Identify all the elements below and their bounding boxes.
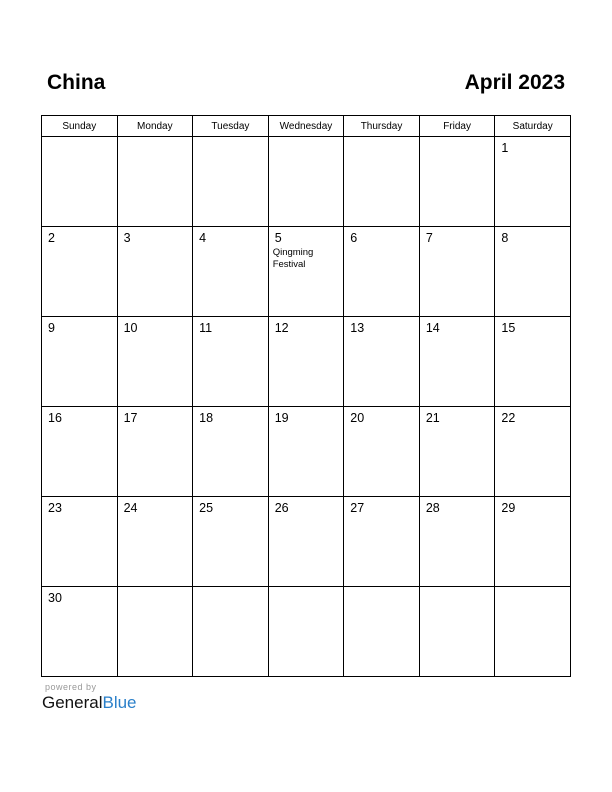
day-cell xyxy=(193,497,269,587)
weekday-header: Wednesday xyxy=(268,116,344,137)
week-row xyxy=(42,317,571,407)
day-number: 13 xyxy=(350,321,365,335)
day-number: 18 xyxy=(199,411,214,425)
day-cell xyxy=(193,407,269,497)
day-number xyxy=(420,137,495,141)
weekday-header: Thursday xyxy=(344,116,420,137)
day-cell xyxy=(495,137,571,227)
day-cell xyxy=(344,317,420,407)
day-number xyxy=(193,587,268,591)
day-cell xyxy=(42,497,118,587)
day-cell xyxy=(117,497,193,587)
day-cell xyxy=(419,317,495,407)
powered-by-label: powered by xyxy=(45,682,97,692)
day-number xyxy=(344,137,419,141)
weekday-header: Tuesday xyxy=(193,116,269,137)
day-cell xyxy=(117,317,193,407)
day-cell xyxy=(268,407,344,497)
day-cell xyxy=(117,587,193,677)
day-cell xyxy=(344,137,420,227)
day-cell xyxy=(419,497,495,587)
day-cell xyxy=(268,497,344,587)
day-number: 30 xyxy=(48,591,62,605)
week-row xyxy=(42,407,571,497)
day-number: 19 xyxy=(274,411,289,425)
day-number xyxy=(118,137,193,141)
day-cell xyxy=(42,317,118,407)
day-number xyxy=(193,137,268,141)
day-number: 6 xyxy=(350,231,358,245)
day-number xyxy=(269,137,344,141)
weekday-header: Saturday xyxy=(495,116,571,137)
day-number: 27 xyxy=(350,501,365,515)
weekday-header: Friday xyxy=(419,116,495,137)
day-cell xyxy=(344,587,420,677)
day-cell xyxy=(42,407,118,497)
day-cell xyxy=(419,587,495,677)
day-number: 16 xyxy=(48,411,62,425)
day-number xyxy=(42,137,117,141)
day-cell xyxy=(193,137,269,227)
day-number: 23 xyxy=(48,501,62,515)
day-cell xyxy=(42,587,118,677)
weekday-header: Monday xyxy=(117,116,193,137)
day-cell xyxy=(268,227,344,317)
day-number xyxy=(495,587,570,591)
brand-general-text: General xyxy=(42,693,103,712)
day-number: 5 xyxy=(274,231,282,245)
day-number: 24 xyxy=(123,501,138,515)
calendar-grid xyxy=(41,115,571,677)
day-number: 29 xyxy=(501,501,516,515)
generalblue-logo[interactable] xyxy=(42,693,137,713)
day-cell xyxy=(117,137,193,227)
weekday-header: Sunday xyxy=(42,116,118,137)
day-cell xyxy=(419,227,495,317)
week-row xyxy=(42,587,571,677)
day-number: 28 xyxy=(425,501,440,515)
country-title: China xyxy=(47,71,106,94)
day-number xyxy=(420,587,495,591)
week-row xyxy=(42,497,571,587)
day-number: 10 xyxy=(123,321,138,335)
day-number: 9 xyxy=(48,321,55,335)
day-cell xyxy=(117,227,193,317)
day-number: 7 xyxy=(425,231,433,245)
day-number: 8 xyxy=(501,231,509,245)
day-number: 4 xyxy=(199,231,207,245)
day-cell xyxy=(268,137,344,227)
day-cell xyxy=(495,407,571,497)
day-cell xyxy=(495,227,571,317)
week-row xyxy=(42,227,571,317)
day-number: 1 xyxy=(501,141,509,155)
day-cell xyxy=(193,317,269,407)
day-cell xyxy=(495,497,571,587)
day-number: 21 xyxy=(425,411,440,425)
day-number: 12 xyxy=(274,321,289,335)
day-number xyxy=(269,587,344,591)
day-number: 15 xyxy=(501,321,516,335)
day-cell xyxy=(344,407,420,497)
day-cell xyxy=(419,407,495,497)
weekday-header-row xyxy=(42,116,571,137)
brand-blue-text: Blue xyxy=(102,693,137,712)
day-cell xyxy=(193,587,269,677)
day-cell xyxy=(495,587,571,677)
day-cell xyxy=(193,227,269,317)
day-number: 17 xyxy=(123,411,138,425)
day-number: 25 xyxy=(199,501,214,515)
day-number xyxy=(344,587,419,591)
day-cell xyxy=(495,317,571,407)
day-number: 26 xyxy=(274,501,289,515)
day-number: 2 xyxy=(48,231,55,245)
day-number: 20 xyxy=(350,411,365,425)
day-cell xyxy=(42,137,118,227)
day-cell xyxy=(268,587,344,677)
week-row xyxy=(42,137,571,227)
day-number: 14 xyxy=(425,321,440,335)
day-cell xyxy=(344,227,420,317)
day-number: 3 xyxy=(123,231,131,245)
month-title: April 2023 xyxy=(464,71,565,94)
day-cell xyxy=(419,137,495,227)
day-cell xyxy=(117,407,193,497)
holiday-label: Qingming Festival xyxy=(272,247,314,270)
day-number xyxy=(118,587,193,591)
day-cell xyxy=(42,227,118,317)
day-cell xyxy=(268,317,344,407)
day-number: 22 xyxy=(501,411,516,425)
day-cell xyxy=(344,497,420,587)
day-number: 11 xyxy=(199,321,213,335)
